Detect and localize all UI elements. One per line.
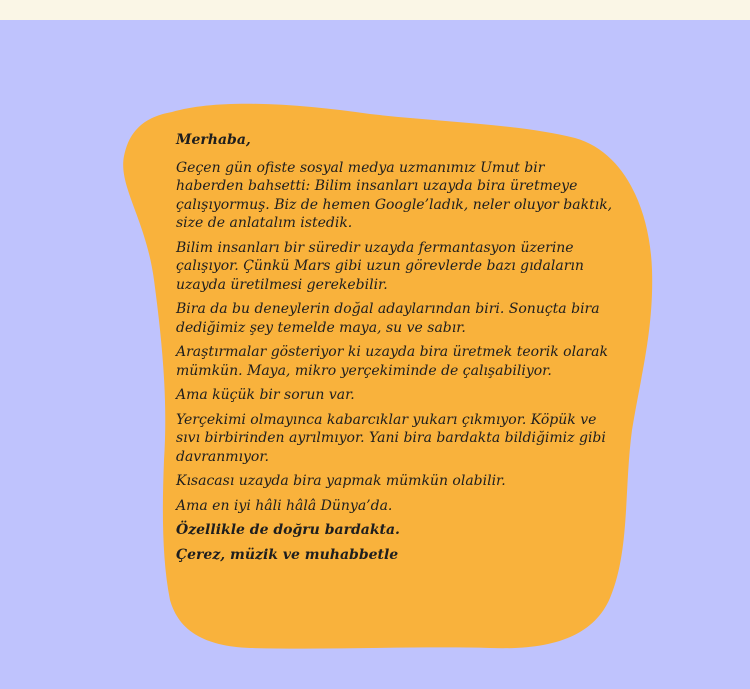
- letter-greeting: Merhaba,: [176, 132, 251, 148]
- letter-paragraph: Yerçekimi olmayınca kabarcıklar yukarı çıkmıyor. Köpük ve sıvı birbirinden ayrılmıyor. Yani bira bardakta bildiğimiz gibi davranmıyor.: [176, 411, 606, 465]
- letter-signoff: Çerez, müzik ve muhabbetle: [176, 546, 399, 563]
- letter-text: [176, 131, 616, 570]
- letter-paragraph: Geçen gün ofiste sosyal medya uzmanımız Umut bir haberden bahsetti: Bilim insanları uzayda bira üretmeye çalışıyormuş. Biz de hemen Google’ladık, neler oluyor baktık, size de anlatalım istedik.: [176, 159, 613, 231]
- letter-closing-line: Özellikle de doğru bardakta.: [176, 522, 400, 538]
- letter-paragraph: Bilim insanları bir süredir uzayda fermantasyon üzerine çalışıyor. Çünkü Mars gibi uzun görevlerde bazı gıdaların uzayda üretilmesi gerekebilir.: [176, 239, 584, 293]
- letter-paragraph: Araştırmalar gösteriyor ki uzayda bira üretmek teorik olarak mümkün. Maya, mikro yerçekiminde de çalışabiliyor.: [176, 344, 608, 379]
- letter-paragraph: Bira da bu deneylerin doğal adaylarından biri. Sonuçta bira dediğimiz şey temelde maya, su ve sabır.: [176, 301, 600, 336]
- letter-paragraph: Ama küçük bir sorun var.: [176, 387, 355, 403]
- letter-paragraph: Kısacası uzayda bira yapmak mümkün olabilir.: [176, 473, 506, 489]
- letter-paragraph: Ama en iyi hâli hâlâ Dünya’da.: [176, 497, 393, 514]
